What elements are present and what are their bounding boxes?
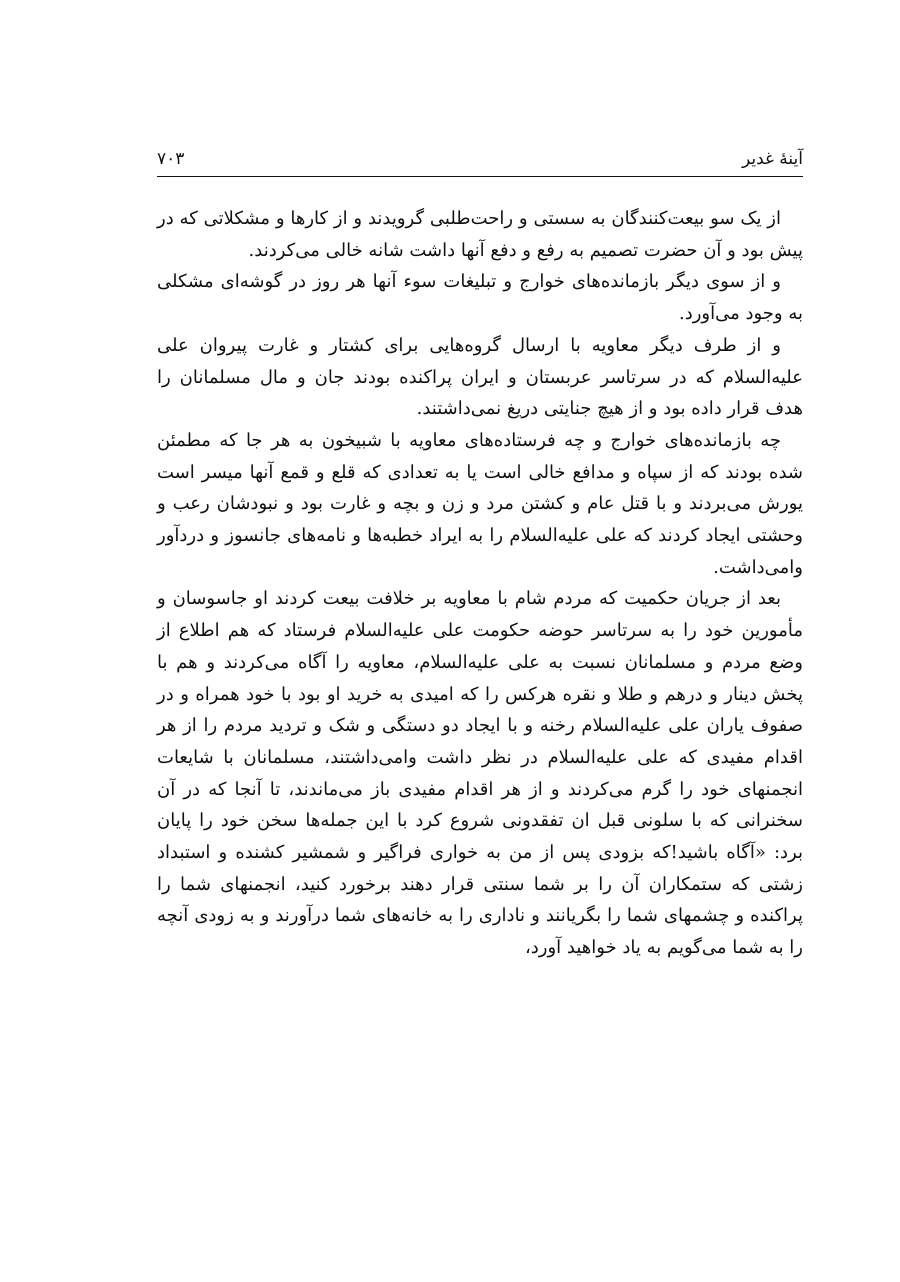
book-title: آینهٔ غدیر xyxy=(741,149,803,169)
page-number: ۷۰۳ xyxy=(157,149,185,169)
paragraph: از یک سو بیعت‌کنندگان به سستی و راحت‌طلبی گرویدند و از کارها و مشکلاتی که در پیش بود و آن حضرت تصمیم به رفع و دفع آنها داشت شانه خالی می‌کردند. xyxy=(157,208,803,261)
paragraph: چه بازمانده‌های خوارج و چه فرستاده‌های معاویه با شبیخون به هر جا که مطمئن شده بودند که از سپاه و مدافع خالی است یا به تعدادی که قلع و قمع آنها میسر است یورش می‌بردند و با قتل عام و کشتن مرد و زن و بچه و غارت بود و نبودشان رعب و وحشتی ایجاد کردند که علی علیه‌السلام را به ایراد خطبه‌ها و نامه‌های جانسوز و دردآور وامی‌داشت. xyxy=(157,429,803,578)
body-text xyxy=(157,203,803,964)
header-rule xyxy=(157,176,803,177)
paragraph: و از سوی دیگر بازمانده‌های خوارج و تبلیغات سوء آنها هر روز در گوشه‌ای مشکلی به وجود می‌آورد. xyxy=(157,271,803,325)
paragraph: و از طرف دیگر معاویه با ارسال گروه‌هایی برای کشتار و غارت پیروان علی علیه‌السلام که در سرتاسر عربستان و ایران پراکنده بودند جان و مال مسلمانان را هدف قرار داده بود و از هیچ جنایتی دریغ نمی‌داشتند. xyxy=(157,334,803,420)
running-header xyxy=(157,143,803,179)
paragraph: بعد از جریان حکمیت که مردم شام با معاویه بر خلافت بیعت کردند او جاسوسان و مأمورین خود را به سرتاسر حوضه حکومت علی علیه‌السلام فرستاد که هم اطلاع از وضع مردم و مسلمانان نسبت به علی علیه‌السلام، معاویه را آگاه می‌کردند و هم با پخش دینار و درهم و طلا و نقره هرکس را که امیدی به خرید او بود با خود همراه و در صفوف یاران علی علیه‌السلام رخنه و با ایجاد دو دستگی و شک و تردید مردم را از هر اقدام مفیدی که علی علیه‌السلام در نظر داشت وامی‌داشتند، مسلمانان با شایعات انجمنهای خود را گرم می‌کردند و از هر اقدام مفیدی باز می‌ماندند، تا آنجا که در آن سخنرانی که با سلونی قبل ان تفقدونی شروع کرد با این جمله‌ها سخن خود را پایان برد: «آگاه باشید!که بزودی پس از من به خواری فراگیر و شمشیر کشنده و استبداد زشتی که ستمکاران آن را بر شما سنتی قرار دهند برخورد کنید، انجمنهای شما را پراکنده و چشمهای شما را بگریانند و ناداری را به خانه‌های شما درآورند و به زودی آنچه را به شما می‌گویم به یاد خواهید آورد، xyxy=(157,588,803,959)
